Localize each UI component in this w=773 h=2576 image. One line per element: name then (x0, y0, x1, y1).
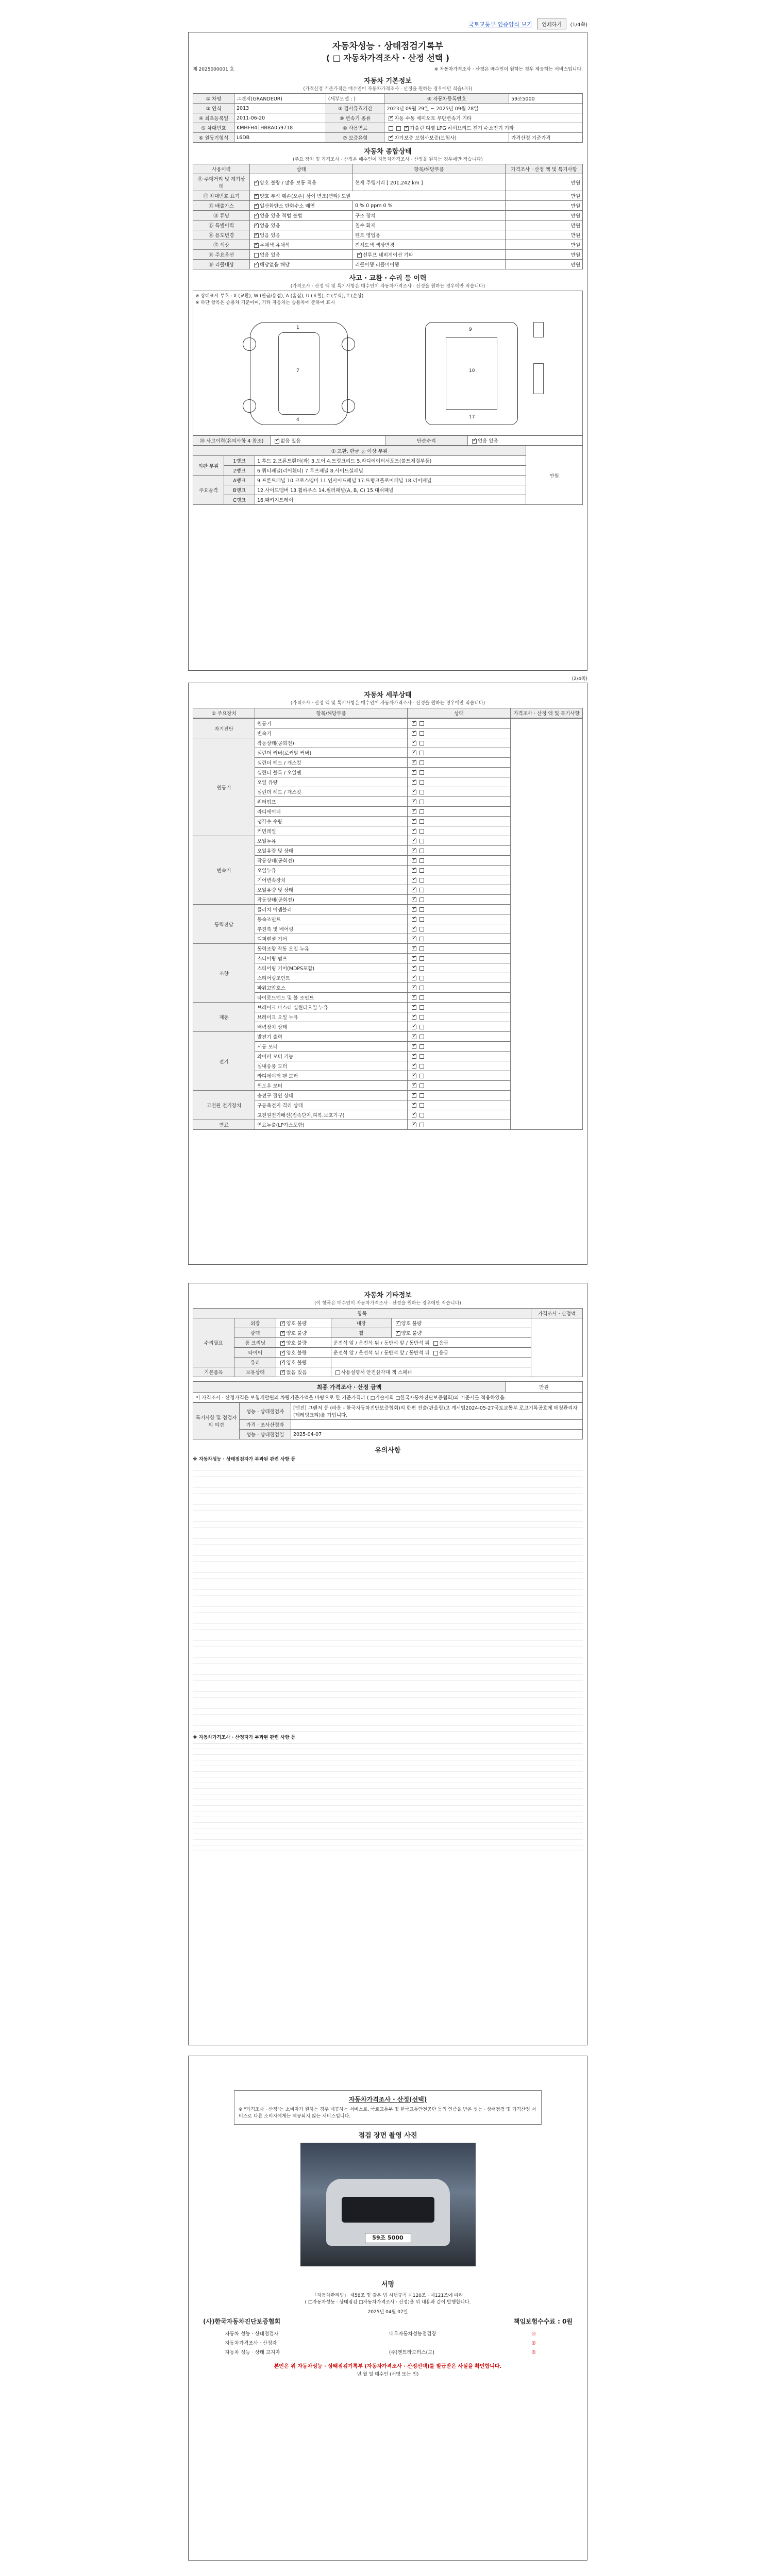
detail-state (408, 1032, 511, 1042)
detail-state (408, 895, 511, 905)
detail-state (408, 817, 511, 826)
detail-state-title: 자동차 세부상태 (364, 691, 412, 699)
tuning-label: ⑭ 튜닝 (193, 211, 250, 221)
issue-date: 2025년 04월 07일 (367, 2310, 408, 2315)
doc-subtitle: ( □ 자동차가격조사 · 산정 선택 ) (326, 53, 450, 63)
inspector-table (193, 1402, 583, 1439)
detail-item: 변속기 (255, 728, 408, 738)
device-group-label: 동력전달 (193, 905, 255, 944)
detail-state (408, 826, 511, 836)
odometer-label: ⑪ 주행거리 및 계기상태 (193, 174, 250, 191)
repair-needed-label: 수리필요 (193, 1318, 234, 1367)
detail-item: 스티어링 펌프 (255, 954, 408, 963)
detail-item: 윈도우 모터 (255, 1081, 408, 1091)
price-cell: 만원 (506, 201, 583, 211)
detail-state (408, 885, 511, 895)
tire-label: 타이어 (234, 1348, 276, 1358)
side-view-icon (533, 363, 544, 394)
device-group-label: 연료 (193, 1120, 255, 1130)
detail-item: 고전원전기배선(접속단자,피복,보호기구) (255, 1110, 408, 1120)
engine-type: L6DB (234, 133, 326, 143)
cert-form-link[interactable]: 국토교통부 인증양식 보기 (468, 21, 532, 28)
rank1-label: 1랭크 (224, 456, 255, 466)
label-fuel: ⑩ 사용연료 (326, 123, 384, 133)
wheel-label: 휠 (331, 1328, 392, 1338)
detail-item: 클러치 어셈블리 (255, 905, 408, 914)
possession-label: 보유상태 (234, 1367, 276, 1377)
other-info-title: 자동차 기타정보 (364, 1292, 412, 1299)
repair-label: 단순수리 (385, 436, 468, 446)
detail-item: 디퍼렌셜 기어 (255, 934, 408, 944)
detail-state-body (193, 718, 583, 1130)
detail-item: 라디에이터 (255, 807, 408, 817)
page-2 (188, 683, 587, 1265)
usage-change-state: ✓ 없음 있음 (250, 230, 353, 240)
options-items: ✓ 선루프 네비게이션 기타 (353, 250, 506, 260)
price-cell: 만원 (506, 174, 583, 191)
car-year: 2013 (234, 104, 326, 113)
special-history-items: 침수 화재 (353, 221, 506, 230)
interior-label: 내장 (331, 1318, 392, 1328)
appraisal-notice-box (234, 2090, 542, 2125)
accident-table (193, 435, 583, 446)
exterior-state: ✓ 양호 불량 (276, 1318, 331, 1328)
photo-title: 점검 장면 촬영 사진 (358, 2132, 417, 2140)
top-toolbar (188, 19, 587, 30)
th-history: 사용이력 (193, 164, 250, 174)
detail-item: 작동상태(공회전) (255, 895, 408, 905)
signer-inspector: 대우자동차성능점검장 (389, 2331, 436, 2337)
warranty-options: ✓ 자가보증 보험사보증(보험사) (384, 133, 509, 143)
signer-notifier: (주)엔트라모터스(모) (389, 2350, 435, 2355)
appraisal-text: ※ "가격조사 · 산정"는 소비자가 원하는 경우 제공하는 서비스로, 국토교통부 및 한국교통안전공단 등의 인증을 받은 성능 · 상태점검 및 가격산정 서비스로 다른 소비자에게는 제공되지 않는 서비스입니다. (239, 2107, 536, 2119)
detail-state (408, 1003, 511, 1012)
detail-state (408, 758, 511, 768)
detail-item: 브레이크 마스터 실린더오일 누유 (255, 1003, 408, 1012)
color-items: 전체도색 색상변경 (353, 240, 506, 250)
possession-state: ✓ 없음 있음 (276, 1367, 331, 1377)
price-cell: 만원 (506, 191, 583, 201)
gloss-label: 광택 (234, 1328, 276, 1338)
price-cell: 만원 (506, 260, 583, 269)
detail-item: 추진축 및 베어링 (255, 924, 408, 934)
detail-item: 파워고압호스 (255, 983, 408, 993)
crank-label: C랭크 (224, 495, 255, 505)
detail-state (408, 866, 511, 875)
cabin-outline (278, 332, 320, 415)
label-warranty: ⑦ 보증유형 (326, 133, 384, 143)
detail-item: 실린더 헤드 / 개스킷 (255, 787, 408, 797)
th-price: 가격조사 · 산정 액 및 특기사항 (506, 164, 583, 174)
price-cell: 만원 (526, 446, 583, 505)
detail-item: 연료누출(LP가스포함) (255, 1120, 408, 1130)
detail-state (408, 973, 511, 983)
cleaning-label: 룸 크리닝 (234, 1338, 276, 1348)
detail-state (408, 1061, 511, 1071)
vin-mark-state: ✓ 양호 부식 훼손(오손) 상이 변조(변타) 도말 (250, 191, 506, 201)
detail-item: 실내송풍 모터 (255, 1061, 408, 1071)
tire-detail: 운전석 앞 / 운전석 뒤 / 동반석 앞 / 동반석 뒤 응급 (331, 1348, 531, 1358)
buyer-sign-line: 년 월 일 매수인 (서명 또는 인) (357, 2372, 419, 2377)
detail-state (408, 768, 511, 777)
signer-appraiser-label: 자동차가격조사 · 산정자 (225, 2341, 277, 2346)
detail-state (408, 1022, 511, 1032)
detail-item: 등속조인트 (255, 914, 408, 924)
glass-state: ✓ 양호 불량 (276, 1358, 331, 1367)
detail-item: 라디에이터 팬 모터 (255, 1071, 408, 1081)
detail-state (408, 846, 511, 856)
exchange-table (193, 446, 583, 505)
wheel-icon (342, 399, 355, 413)
detail-item: 스티어링조인트 (255, 973, 408, 983)
detail-state (408, 738, 511, 748)
detail-item: 실린더 커버(로커암 커버) (255, 748, 408, 758)
interior-state: ✓ 양호 불량 (391, 1318, 531, 1328)
accident-label: ⑳ 사고이력(유의사항 4 참조) (193, 436, 271, 446)
detail-state (408, 914, 511, 924)
stamp-icon: ◎ (531, 2349, 536, 2355)
usage-change-items: 렌트 영업용 (353, 230, 506, 240)
basic-info-note: (가격산정 기준가격은 매수인이 자동차가격조사 · 산정을 원하는 경우에만 적습니다) (303, 87, 473, 92)
sign-text-2: ( □자동차성능 · 상태점검 □자동차가격조사 · 산정)을 위 내용과 같이 발행합니다. (305, 2300, 471, 2305)
detail-state-rows (193, 718, 583, 1130)
emission-state: ✓ 일산화탄소 탄화수소 매연 (250, 201, 353, 211)
legend-line-1: ※ 상태표시 부호 : X (교환), W (판금/용접), A (흠집), U (요철), C (부식), T (손상) (195, 294, 364, 299)
stamp-icon: ◎ (531, 2340, 536, 2346)
th-price: 가격조사 · 산정 액 및 특기사항 (511, 708, 583, 718)
detail-state (408, 787, 511, 797)
usage-change-label: ⑯ 용도변경 (193, 230, 250, 240)
gloss-state: ✓ 양호 불량 (276, 1328, 331, 1338)
basic-items-label: 기본품목 (193, 1367, 234, 1377)
accident-history-title: 사고 · 교환 · 수리 등 이력 (349, 275, 427, 282)
detail-state (408, 944, 511, 954)
tire-state: ✓ 양호 불량 (276, 1348, 331, 1358)
page-number-2: (2/4쪽) (572, 676, 587, 682)
notice-a-body (193, 1465, 583, 1733)
detail-item: 작동상태(공회전) (255, 856, 408, 866)
price-cell: 만원 (506, 250, 583, 260)
sign-text: 「자동차관리법」 제58조 및 같은 법 시행규칙 제120조 · 제121조에 따라 (312, 2293, 463, 2298)
cleaning-detail: 운전석 앞 / 운전석 뒤 / 동반석 앞 / 동반석 뒤 응급 (331, 1338, 531, 1348)
price-cell: 만원 (506, 221, 583, 230)
device-group-label: 제동 (193, 1003, 255, 1032)
detail-state (408, 924, 511, 934)
label-first-reg: ④ 최초등록일 (193, 113, 234, 123)
detail-state (408, 954, 511, 963)
notice-a-title: ※ 자동차성능 · 상태점검자가 부과된 관련 사항 등 (193, 1457, 296, 1462)
price-cell (511, 719, 583, 1130)
other-info-table (193, 1308, 583, 1377)
appraisal-title: 자동차가격조사 · 산정(선택) (348, 2096, 427, 2103)
doc-title: 자동차성능 · 상태점검기록부 (332, 41, 444, 52)
recall-label: ⑲ 리콜대상 (193, 260, 250, 269)
device-group-label: 조향 (193, 944, 255, 1003)
price-cell: 만원 (506, 211, 583, 221)
notice-b-body (193, 1743, 583, 1851)
detail-item: 와이퍼 모터 기능 (255, 1052, 408, 1061)
detail-state (408, 1081, 511, 1091)
page-1 (188, 32, 587, 671)
special-history-state: ✓ 없음 있음 (250, 221, 353, 230)
detail-item: 오일 유량 (255, 777, 408, 787)
car-grille (342, 2197, 434, 2223)
signer-notifier-label: 자동차 성능 · 상태 고지자 (225, 2350, 280, 2355)
page-4 (188, 2056, 587, 2561)
stamp-icon: ◎ (531, 2330, 536, 2336)
detail-item: 기어변속장치 (255, 875, 408, 885)
detail-state (408, 777, 511, 787)
detail-item: 워터펌프 (255, 797, 408, 807)
detail-state (408, 728, 511, 738)
brank-items: 12.사이드멤버 13.휠하우스 14.필러패널(A, B, C) 15.대쉬패널 (255, 485, 526, 495)
detail-state (408, 963, 511, 973)
arank-items: 9.프론트패널 10.크로스멤버 11.인사이드패널 17.트렁크플로어패널 18.리어패널 (255, 476, 526, 485)
signer-table (223, 2329, 553, 2357)
device-group-label: 변속기 (193, 836, 255, 905)
detail-item: 발전기 출력 (255, 1032, 408, 1042)
exchange-head: ① 교환, 판금 등 이상 부위 (193, 446, 526, 456)
options-label: ⑱ 주요옵션 (193, 250, 250, 260)
detail-state (408, 748, 511, 758)
other-info-note: (이 항목은 매수인이 자동차가격조사 · 산정을 원하는 경우에만 적습니다) (314, 1301, 461, 1306)
odometer-value: 현재 주행거리 [ 201,242 km ] (353, 174, 506, 191)
th-state: 상태 (408, 708, 511, 718)
first-reg-date: 2011-06-20 (234, 113, 326, 123)
fuel-options: ✓ 가솔린 디젤 LPG 하이브리드 전기 수소전기 기타 (384, 123, 583, 133)
detail-state (408, 1071, 511, 1081)
inspection-date: 2025-04-07 (291, 1430, 583, 1439)
th-item: 항목/해당부품 (255, 708, 408, 718)
legend-line-2: ※ 하단 항목은 승용차 기준이며, 기타 자동차는 승용차에 준하여 표시 (195, 300, 335, 306)
detail-state (408, 1052, 511, 1061)
doc-note: ※ 자동차가격조사 · 산정은 매수인이 원하는 경우 제공하는 서비스입니다. (434, 67, 583, 72)
th-price: 가격조사 · 산정액 (531, 1309, 583, 1318)
detail-state (408, 983, 511, 993)
crank-items: 16.패키지트레이 (255, 495, 526, 505)
detail-state (408, 875, 511, 885)
label-transmission: ⑨ 변속기 종류 (326, 113, 384, 123)
detail-item: 충전구 절연 상태 (255, 1091, 408, 1100)
final-price-statement: 이 가격조사 · 산정가격은 보험개발원의 차량기준가액을 바탕으로 한 기준가격과 ( □기술사회 □한국자동차진단보증협회)의 기준서를 적용하였음. (193, 1393, 583, 1402)
vin: KMHFH41HBBA059718 (234, 123, 326, 133)
label-inspection: ③ 검사유효기간 (326, 104, 384, 113)
vin-mark-label: ⑫ 차대번호 표기 (193, 191, 250, 201)
notice-title: 유의사항 (375, 1447, 401, 1454)
detail-state (408, 1120, 511, 1130)
label-plate: ⑧ 자동차등록번호 (384, 94, 509, 104)
rank2-label: 2랭크 (224, 466, 255, 476)
detail-item: 실린더 블록 / 오일팬 (255, 768, 408, 777)
accident-history-note: (가격조사 · 산정 액 및 특기사항은 매수인이 자동차가격조사 · 산정을 원하는 경우에만 적습니다) (290, 284, 485, 289)
device-group-label: 전기 (193, 1032, 255, 1091)
detail-state (408, 1012, 511, 1022)
recall-state: ✓ 해당없음 해당 (250, 260, 353, 269)
th-items: 항목/해당부품 (353, 164, 506, 174)
device-group-label: 원동기 (193, 738, 255, 836)
label-vin: ⑤ 차대번호 (193, 123, 234, 133)
frame-inner (446, 337, 497, 410)
notice-b-title: ※ 자동차가격조사 · 산정자가 부과된 관련 사항 등 (193, 1735, 296, 1740)
wheel-state: ✓ 양호 불량 (391, 1328, 531, 1338)
color-label: ⑰ 색상 (193, 240, 250, 250)
detail-item: 커먼레일 (255, 826, 408, 836)
options-state: 없음 있음 (250, 250, 353, 260)
signer-inspector-label: 자동차 성능 · 상태점검자 (225, 2331, 279, 2337)
inspection-date-label: 성능 · 상태점검일 (240, 1430, 291, 1439)
page-number: (1/4쪽) (570, 22, 587, 28)
detail-state (408, 797, 511, 807)
tuning-state: ✓ 없음 있음 적법 불법 (250, 211, 353, 221)
detail-item: 브레이크 오일 누유 (255, 1012, 408, 1022)
detail-state (408, 719, 511, 728)
detail-item: 오일유량 및 상태 (255, 885, 408, 895)
device-group-label: 고전원 전기장치 (193, 1091, 255, 1120)
exterior-label: 외판 부위 (193, 456, 224, 476)
detail-item: 실린더 헤드 / 개스킷 (255, 758, 408, 768)
insurance-fee: 책임보험수수료 : 0원 (513, 2318, 573, 2325)
odometer-state: ✓양호 불량 / 많음 보통 적음 (250, 174, 353, 191)
detail-state-table (193, 708, 583, 718)
detail-item: 구동축전지 격리 상태 (255, 1100, 408, 1110)
final-price-table (193, 1381, 583, 1402)
exterior-label: 외장 (234, 1318, 276, 1328)
detail-state (408, 934, 511, 944)
detail-state (408, 807, 511, 817)
signer-appraiser (387, 2338, 530, 2347)
arank-label: A랭크 (224, 476, 255, 485)
appraiser-label: 가격 · 조사산정자 (240, 1420, 291, 1430)
detail-state (408, 856, 511, 866)
detail-item: 배력장치 상태 (255, 1022, 408, 1032)
detail-state (408, 1100, 511, 1110)
color-state: ✓ 무채색 유채색 (250, 240, 353, 250)
page-3 (188, 1283, 587, 2045)
repair-value: ✓ 없음 있음 (467, 436, 582, 446)
detail-state (408, 836, 511, 846)
label-engine: ⑥ 원동기형식 (193, 133, 234, 143)
rank1-items: 1.후드 2.프론트휀더(좌) 3.도어 4.트렁크리드 5.라디에이터서포트(볼트체결부품) (255, 456, 526, 466)
brank-label: B랭크 (224, 485, 255, 495)
side-view-icon (533, 322, 544, 337)
frame-label: 주요골격 (193, 476, 224, 505)
detail-item: 원동기 (255, 719, 408, 728)
tuning-items: 구조 장치 (353, 211, 506, 221)
doc-number: 제 2025000001 호 (193, 67, 234, 72)
wheel-icon (243, 399, 256, 413)
transmission-options: ✓ 자동 수동 세미오토 무단변속기 기타 (384, 113, 583, 123)
rank2-items: 6.쿼터패널(리어휀더) 7.루프패널 8.사이드실패널 (255, 466, 526, 476)
plate-number: 59조5000 (509, 94, 583, 104)
license-plate: 59조 5000 (365, 2233, 411, 2243)
basic-info-title: 자동차 기본정보 (364, 77, 412, 85)
device-group-label: 자기진단 (193, 719, 255, 738)
buyer-confirm: 본인은 위 자동차성능 · 상태점검기록부 (자동차가격조사 · 산정선택)를 발급받은 사실을 확인합니다. (274, 2364, 502, 2369)
accident-value: ✓ 없음 있음 (271, 436, 385, 446)
detail-item: 오일누유 (255, 836, 408, 846)
inspection-period: 2023년 09월 29일 ~ 2025년 09월 28일 (384, 104, 583, 113)
wheel-icon (342, 337, 355, 351)
glass-label: 유리 (234, 1358, 276, 1367)
th-state: 상태 (250, 164, 353, 174)
detail-state-note: (가격조사 · 산정 액 및 특기사항은 매수인이 자동차가격조사 · 산정을 원하는 경우에만 적습니다) (290, 701, 485, 706)
basic-items-list: 사용설명서 안전삼각대 잭 스패너 (331, 1367, 531, 1377)
detail-state (408, 1042, 511, 1052)
price-cell: 만원 (506, 230, 583, 240)
table-row (193, 719, 583, 728)
price-cell: 만원 (506, 240, 583, 250)
issuer-company: (사)한국자동차진단보증협회 (203, 2318, 281, 2325)
overall-state-table (193, 164, 583, 269)
car-diagram: 1 7 4 9 10 17 (193, 307, 583, 435)
emission-label: ⑬ 배출가스 (193, 201, 250, 211)
detail-item: 타이로드엔드 및 볼 조인트 (255, 993, 408, 1003)
special-history-label: ⑮ 특별이력 (193, 221, 250, 230)
car-name: 그랜저(GRANDEUR) (234, 94, 326, 104)
inspection-photo (300, 2143, 476, 2266)
detail-state (408, 1091, 511, 1100)
th-device: ② 주요장치 (193, 708, 255, 718)
detail-item: 동력조향 작동 오일 누유 (255, 944, 408, 954)
label-car-name: ① 차명 (193, 94, 234, 104)
sign-title: 서명 (381, 2281, 395, 2289)
detail-item: 시동 모터 (255, 1042, 408, 1052)
detail-item: 작동상태(공회전) (255, 738, 408, 748)
print-button[interactable]: 인쇄하기 (537, 19, 566, 29)
legend (193, 291, 583, 307)
car-model-detail: (세부모델 : ) (326, 94, 384, 104)
overall-state-title: 자동차 종합상태 (364, 148, 412, 156)
overall-state-note: (주요 장치 및 가격조사 · 산정은 매수인이 자동차가격조사 · 산정을 원하는 경우에만 적습니다) (293, 157, 483, 162)
th-item: 항목 (193, 1309, 531, 1318)
recall-items: 리콜이행 리콜미이행 (353, 260, 506, 269)
detail-item: 오일누유 (255, 866, 408, 875)
detail-state (408, 905, 511, 914)
final-price-label: 최종 가격조사 · 산정 금액 (193, 1382, 506, 1393)
detail-item: 냉각수 수량 (255, 817, 408, 826)
cleaning-state: ✓ 양호 불량 (276, 1338, 331, 1348)
doc-meta (193, 65, 583, 72)
base-price-label: 가격산정 기준가격 (509, 133, 583, 143)
opinion-label: 특기사항 및 점검자의 의견 (193, 1403, 240, 1439)
emission-values: 0 % 0 ppm 0 % (353, 201, 506, 211)
wheel-icon (243, 337, 256, 351)
detail-item: 스티어링 기어(MDPS포함) (255, 963, 408, 973)
basic-info-table (193, 93, 583, 143)
detail-state (408, 1110, 511, 1120)
label-year: ② 연식 (193, 104, 234, 113)
inspector-label: 성능 · 상태점검자 (240, 1403, 291, 1420)
detail-item: 오일유량 및 상태 (255, 846, 408, 856)
detail-state (408, 993, 511, 1003)
final-price-value: 만원 (506, 1382, 583, 1393)
inspector-opinion: [엔진] 그랜저 등 (라운 - 한국자동차진단보증협회)의 한편 진출(판올림)고 계시팀2024-05-27국토교통부 로고기록공호에 매칭관리자(테레빙크티)를 가입니다. (291, 1403, 583, 1420)
